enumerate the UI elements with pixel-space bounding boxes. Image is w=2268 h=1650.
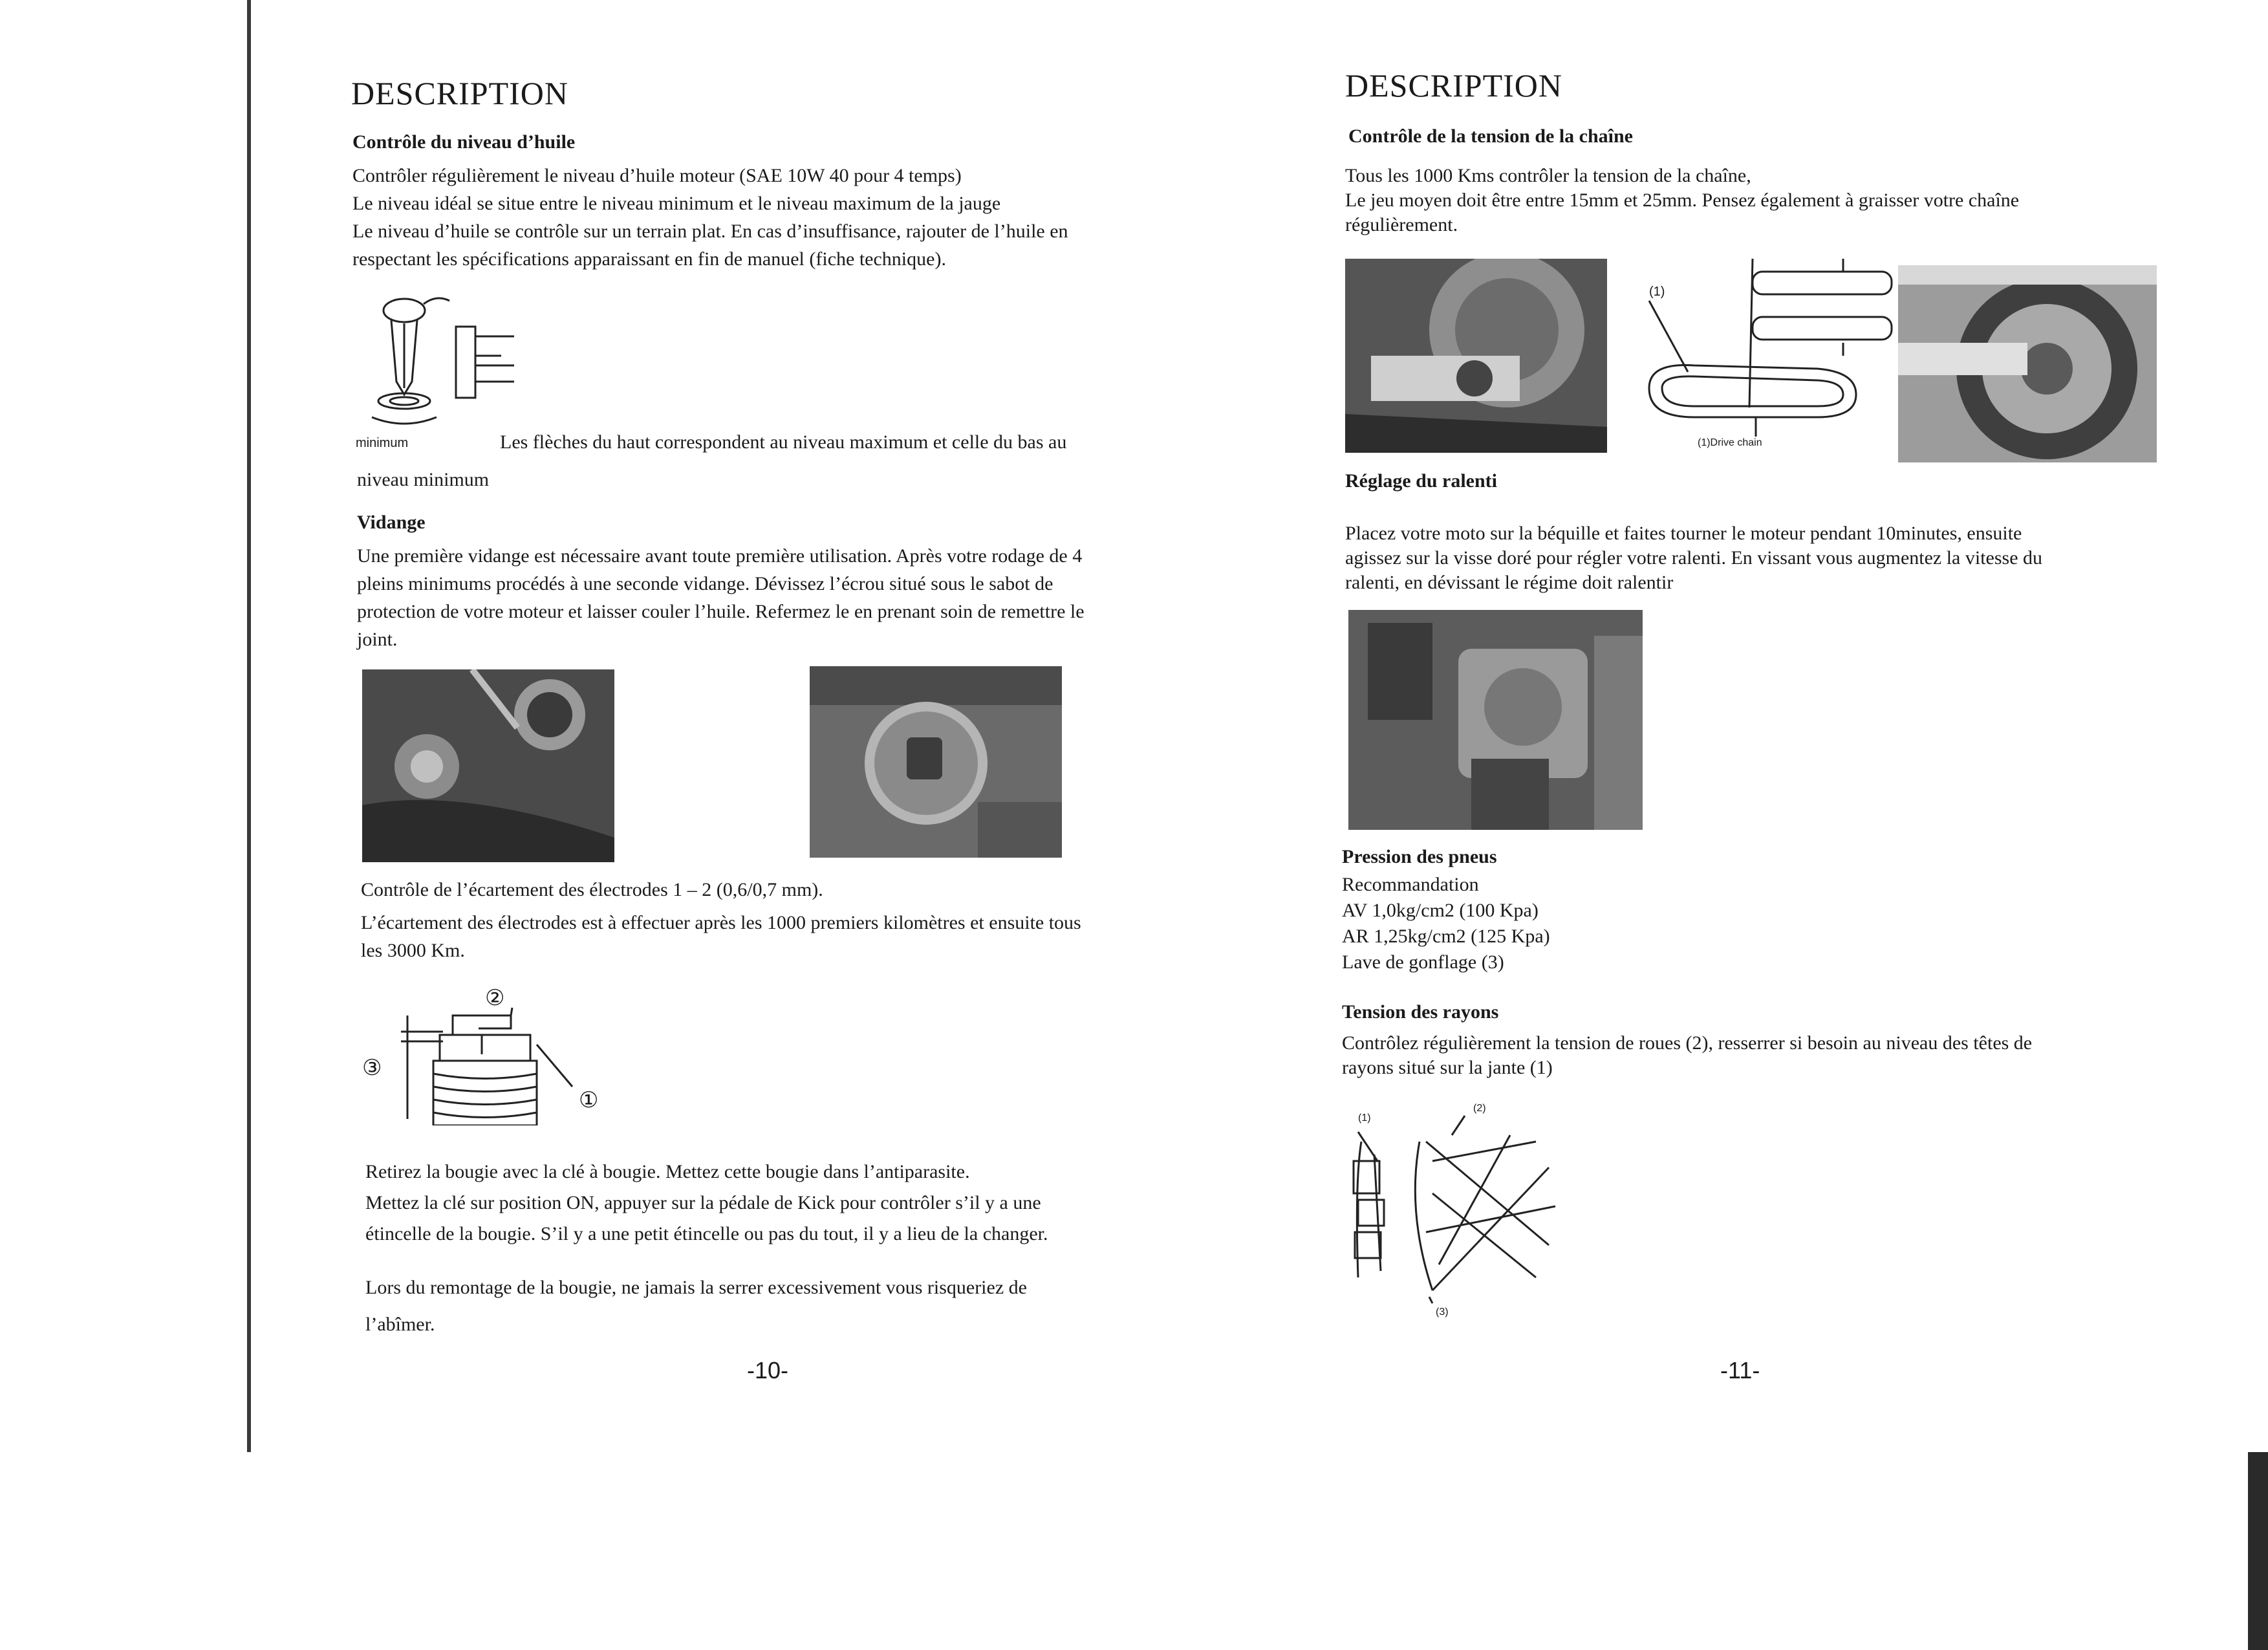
text-line: Placez votre moto sur la béquille et faites tourner le moteur pendant 10minutes, ensuite [1345, 523, 2022, 544]
binding-edge-left [247, 0, 251, 1452]
plug-label-1: ① [579, 1089, 599, 1113]
text-line: Lave de gonflage (3) [1342, 951, 1504, 973]
plug-label-3: ③ [362, 1056, 382, 1080]
drain-plug-photo-1 [362, 669, 614, 862]
electrode-gap-line: Contrôle de l’écartement des électrodes 1 – 2 (0,6/0,7 mm). [361, 879, 823, 900]
idle-text [1345, 521, 2042, 595]
plug-remount-text [365, 1269, 1027, 1343]
text-line: Une première vidange est nécessaire avant toute première utilisation. Après votre rodage de 4 [357, 545, 1083, 567]
idle-heading: Réglage du ralenti [1345, 470, 1497, 492]
tyre-pressure-heading: Pression des pneus [1342, 846, 1497, 867]
electrode-gap-text [361, 909, 1081, 964]
text-line: L’écartement des électrodes est à effectuer après les 1000 premiers kilomètres et ensuite tous [361, 912, 1081, 933]
plug-removal-text [365, 1156, 1048, 1250]
spoke-label-2: (2) [1473, 1103, 1486, 1114]
text-line: Contrôlez régulièrement la tension de roues (2), resserrer si besoin au niveau des têtes de [1342, 1032, 2033, 1054]
drain-heading: Vidange [357, 512, 426, 533]
text-line: rayons situé sur la jante (1) [1342, 1057, 1553, 1078]
text-line: Lors du remontage de la bougie, ne jamais la serrer excessivement vous risqueriez de [365, 1277, 1027, 1298]
text-line: Tous les 1000 Kms contrôler la tension de la chaîne, [1345, 165, 1751, 186]
chain-slack-diagram [1623, 259, 1917, 453]
text-line: Le niveau idéal se situe entre le niveau minimum et le niveau maximum de la jauge [352, 193, 1001, 214]
carburetor-photo [1348, 610, 1643, 830]
spoke-diagram [1342, 1103, 1614, 1316]
tyre-pressure-text [1342, 872, 1550, 975]
text-line: pleins minimums procédés à une seconde vidange. Dévissez l’écrou situé sous le sabot de [357, 573, 1053, 594]
arrows-text-line2: niveau minimum [357, 469, 490, 490]
spoke-label-3: (3) [1436, 1307, 1449, 1318]
text-line: Retirez la bougie avec la clé à bougie. Mettez cette bougie dans l’antiparasite. [365, 1161, 970, 1182]
spoke-label-1: (1) [1358, 1113, 1371, 1124]
spoke-tension-text [1342, 1031, 2032, 1080]
text-line: Recommandation [1342, 874, 1479, 895]
drain-plug-photo-2 [810, 666, 1062, 858]
chain-tension-heading: Contrôle de la tension de la chaîne [1348, 125, 1633, 147]
text-line: ralenti, en dévissant le régime doit ralentir [1345, 572, 1674, 593]
text-line: Le jeu moyen doit être entre 15mm et 25mm. Pensez également à graisser votre chaîne [1345, 190, 2020, 211]
text-line: l’abîmer. [365, 1314, 435, 1335]
text-line: les 3000 Km. [361, 940, 465, 961]
chain-diagram-caption: (1)Drive chain [1698, 437, 1762, 448]
text-line: AV 1,0kg/cm2 (100 Kpa) [1342, 900, 1539, 921]
dipstick-min-label: minimum [356, 436, 409, 450]
text-line: Mettez la clé sur position ON, appuyer sur la pédale de Kick pour contrôler s’il y a une [365, 1192, 1041, 1213]
text-line: joint. [357, 629, 398, 650]
chain-diagram-label: (1) [1649, 285, 1665, 299]
text-line: agissez sur la visse doré pour régler votre ralenti. En vissant vous augmentez la vitesse du [1345, 547, 2043, 569]
dipstick-diagram [359, 291, 521, 427]
page-right [1339, 0, 2192, 1423]
text-line: respectant les spécifications apparaissant en fin de manuel (fiche technique). [352, 248, 946, 270]
chain-tension-text [1345, 164, 2019, 237]
text-line: étincelle de la bougie. S’il y a une petit étincelle ou pas du tout, il y a lieu de la changer. [365, 1223, 1048, 1244]
text-line: protection de votre moteur et laisser couler l’huile. Refermez le en prenant soin de remettre le [357, 601, 1085, 622]
text-line: Contrôler régulièrement le niveau d’huile moteur (SAE 10W 40 pour 4 temps) [352, 165, 962, 186]
page-left [349, 0, 1209, 1423]
text-line: AR 1,25kg/cm2 (125 Kpa) [1342, 926, 1550, 947]
drain-text [357, 542, 1085, 653]
text-line: régulièrement. [1345, 214, 1458, 235]
text-line: Le niveau d’huile se contrôle sur un terrain plat. En cas d’insuffisance, rajouter de l’huile en [352, 221, 1068, 242]
page-number-left: -10- [747, 1357, 789, 1384]
rear-wheel-photo [1898, 265, 2157, 462]
page-number-right: -11- [1720, 1357, 1760, 1384]
oil-level-heading: Contrôle du niveau d’huile [352, 131, 576, 153]
oil-level-text [352, 162, 1068, 273]
arrows-text-line1: Les flèches du haut correspondent au niveau maximum et celle du bas au [500, 431, 1067, 453]
page-title: DESCRIPTION [1345, 67, 1563, 103]
spoke-tension-heading: Tension des rayons [1342, 1001, 1499, 1023]
plug-label-2: ② [485, 986, 505, 1010]
chain-adjuster-photo [1345, 259, 1607, 453]
page-title: DESCRIPTION [351, 75, 569, 111]
scan-shadow-corner [2248, 1452, 2268, 1650]
